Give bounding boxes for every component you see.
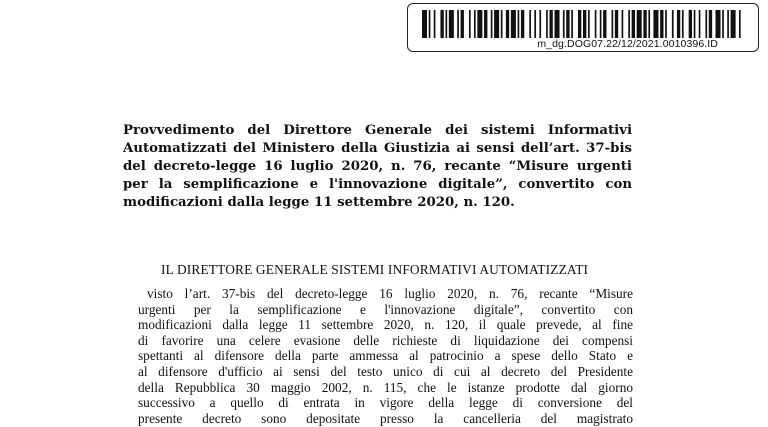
barcode-bar — [665, 10, 667, 38]
barcode-bar — [699, 10, 701, 38]
body-line: della Repubblica 30 maggio 2002, n. 115, che le istanze prodotte dal giorno — [138, 379, 633, 395]
barcode-bar — [660, 10, 663, 38]
barcode-bar — [709, 10, 712, 38]
barcode-bar — [715, 10, 720, 38]
barcode-bar — [603, 10, 606, 38]
barcode-bar — [722, 10, 724, 38]
barcode-bar — [534, 10, 536, 38]
body-line: spettanti al difensore della parte ammessa al patrocinio a spese dello Stato e — [138, 348, 633, 364]
body-line: modificazioni dalla legge 11 settembre 2020, n. 120, il quale prevede, al fine — [138, 317, 633, 333]
barcode-bar — [628, 10, 630, 38]
barcode-bar — [682, 10, 684, 38]
title-line: modificazioni dalla legge 11 settembre 2020, n. 120. — [123, 195, 515, 210]
barcode-bar — [672, 10, 674, 38]
barcode-bar — [588, 10, 590, 38]
body-line: al difensore d'ufficio ai sensi del testo unico di cui al decreto del Presidente — [138, 363, 633, 379]
barcode-bar — [739, 10, 741, 38]
barcode-bar — [727, 10, 729, 38]
barcode-bar — [501, 10, 503, 38]
barcode-bar — [632, 10, 635, 38]
barcode-bar — [643, 10, 646, 38]
barcode-bar — [622, 10, 624, 38]
barcode-bar — [653, 10, 658, 38]
barcode-bar — [434, 10, 436, 38]
barcode-bar — [694, 10, 696, 38]
barcode-bar — [511, 10, 516, 38]
barcode-bar — [571, 10, 573, 38]
barcode-bar — [731, 10, 736, 38]
barcode-bar — [422, 10, 427, 38]
barcode-bar — [705, 10, 707, 38]
body-paragraph — [138, 286, 633, 426]
barcode-bar — [600, 10, 602, 38]
barcode-bar — [484, 10, 487, 38]
barcode-bar — [549, 10, 552, 38]
barcode-bar — [440, 10, 443, 38]
barcode-bar — [474, 10, 476, 38]
barcode-bar — [539, 10, 541, 38]
barcode-bar — [583, 10, 586, 38]
barcode-bar — [595, 10, 597, 38]
barcode-bar — [445, 10, 447, 38]
barcode-image — [422, 10, 744, 38]
barcode-bar — [648, 10, 650, 38]
barcode-bar — [677, 10, 680, 38]
barcode-bar — [612, 10, 614, 38]
barcode-bar — [554, 10, 559, 38]
title-line: per la semplificazione e l'innovazione digitale”, convertito con — [123, 177, 632, 192]
title-line: del decreto-legge 16 luglio 2020, n. 76, recante “Misure urgenti — [123, 159, 632, 174]
protocol-code: m_dg.DOG07.22/12/2021.0010396.ID — [537, 38, 718, 50]
barcode-bar — [518, 10, 520, 38]
barcode-bar — [566, 10, 569, 38]
body-line: presente decreto sono depositate presso la cancelleria del magistrato — [138, 410, 633, 426]
barcode-bar — [477, 10, 482, 38]
barcode-bar — [457, 10, 459, 38]
body-line: successivo a quello di entrata in vigore della legge di conversione del — [138, 395, 633, 411]
barcode-bar — [578, 10, 581, 38]
body-line: visto l’art. 37-bis del decreto-legge 16 luglio 2020, n. 76, recante “Misure — [147, 286, 633, 301]
barcode-bar — [615, 10, 618, 38]
barcode-bar — [429, 10, 431, 38]
barcode-bar — [546, 10, 548, 38]
barcode-bar — [494, 10, 499, 38]
barcode-bar — [521, 10, 524, 38]
barcode-bar — [506, 10, 509, 38]
director-heading: IL DIRETTORE GENERALE SISTEMI INFORMATIVI AUTOMATIZZATI — [161, 262, 589, 277]
barcode-bar — [637, 10, 642, 38]
document-title — [123, 122, 632, 212]
title-line: Provvedimento del Direttore Generale dei sistemi Informativi — [123, 123, 632, 138]
barcode-bar — [449, 10, 454, 38]
body-line: urgenti per la semplificazione e l'innovazione digitale”, convertito con — [138, 301, 633, 317]
title-line: Automatizzati del Ministero della Giustizia ai sensi dell’art. 37-bis — [123, 141, 632, 156]
barcode-bar — [689, 10, 692, 38]
body-line: di favorire una celere evasione delle richieste di liquidazione dei compensi — [138, 332, 633, 348]
barcode-bar — [529, 10, 531, 38]
protocol-stamp — [407, 3, 759, 52]
barcode-bar — [461, 10, 464, 38]
barcode-bar — [491, 10, 493, 38]
barcode-bar — [563, 10, 565, 38]
barcode-bar — [469, 10, 471, 38]
